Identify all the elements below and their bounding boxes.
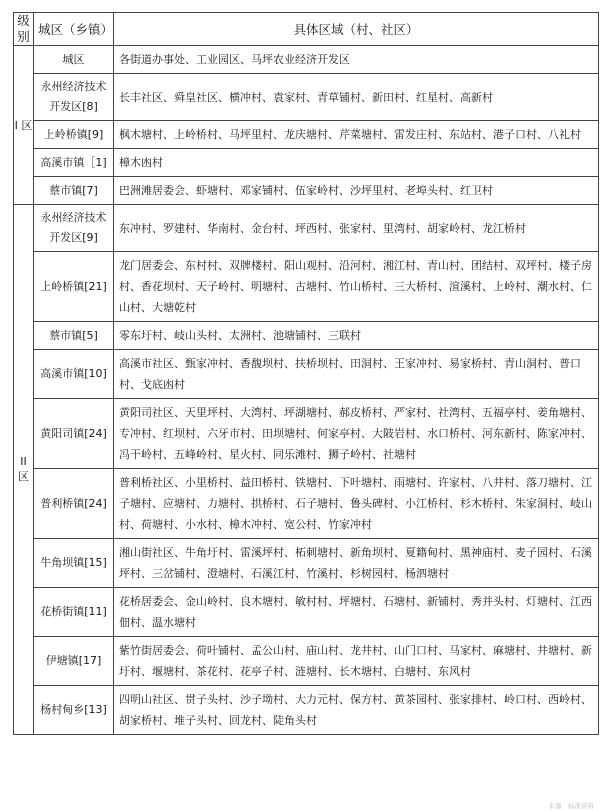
district-cell: 城区 [34,46,114,74]
area-cell: 东冲村、罗建村、华南村、金台村、坪西村、张家村、里湾村、胡家岭村、龙江桥村 [114,205,599,252]
table-header-row [14,13,599,46]
land-zone-table [13,12,599,735]
area-cell: 龙门居委会、东村村、双牌楼村、阳山观村、沿河村、湘江村、青山村、团结村、双坪村、楼子房村、香花坝村、天子岭村、明塘村、古塘村、竹山桥村、三大桥村、渲溪村、上岭村、潮水村、仁山村、大塘乾村 [114,252,599,322]
table-row [14,588,599,637]
district-cell: 牛角坝镇[15] [34,539,114,588]
area-cell: 黄阳司社区、天里坪村、大湾村、坪湖塘村、郝皮桥村、严家村、社湾村、五福亭村、姜角塘村、专冲村、红坝村、六牙市村、田坝塘村、何家亭村、大陂岩村、水口桥村、河东新村、陈家冲村、冯干岭村、五峰岭村、星火村、同乐滩村、狮子岭村、社塘村 [114,399,599,469]
header-district: 城区（乡镇） [34,13,114,46]
table-row [14,177,599,205]
table-row [14,469,599,539]
table-row [14,399,599,469]
table-body [14,46,599,735]
area-cell: 各街道办事处、工业园区、马坪农业经济开发区 [114,46,599,74]
table-row [14,205,599,252]
district-cell: 伊塘镇[17] [34,637,114,686]
watermark: 来源：标准资料 [548,802,594,810]
zone-level-cell: I 区 [14,46,34,205]
district-cell: 杨村甸乡[13] [34,686,114,735]
area-cell: 长丰社区、舜皇社区、横冲村、袁家村、青草铺村、新田村、红星村、高新村 [114,74,599,121]
district-cell: 上岭桥镇[21] [34,252,114,322]
district-cell: 花桥街镇[11] [34,588,114,637]
table-row [14,686,599,735]
area-cell: 湘山街社区、牛角圩村、雷溪坪村、柘刺塘村、新角坝村、夏籍甸村、黑神庙村、麦子园村、石溪坪村、三岔铺村、澄塘村、石溪江村、竹溪村、杉树园村、杨泗塘村 [114,539,599,588]
district-cell: 高溪市镇[10] [34,350,114,399]
district-cell: 永州经济技术开发区[9] [34,205,114,252]
table-row [14,46,599,74]
table-row [14,149,599,177]
district-cell: 普利桥镇[24] [34,469,114,539]
table-row [14,74,599,121]
table-row [14,252,599,322]
area-cell: 零东圩村、岐山头村、太洲村、池塘铺村、三联村 [114,322,599,350]
area-cell: 樟木凼村 [114,149,599,177]
district-cell: 蔡市镇[5] [34,322,114,350]
district-cell: 蔡市镇[7] [34,177,114,205]
district-cell: 永州经济技术开发区[8] [34,74,114,121]
area-cell: 枫木塘村、上岭桥村、马坪里村、龙庆塘村、芹菜塘村、雷发庄村、东站村、港子口村、八礼村 [114,121,599,149]
district-cell: 上岭桥镇[9] [34,121,114,149]
table-row [14,322,599,350]
table-row [14,637,599,686]
zone-level-cell: II 区 [14,205,34,735]
district-cell: 黄阳司镇[24] [34,399,114,469]
area-cell: 花桥居委会、金山岭村、良木塘村、敏村村、坪塘村、石塘村、新铺村、秀并头村、灯塘村、江西佃村、温水塘村 [114,588,599,637]
area-cell: 巴洲滩居委会、虾塘村、邓家铺村、伍家岭村、沙坪里村、老埠头村、红卫村 [114,177,599,205]
area-cell: 紫竹街居委会、荷叶铺村、孟公山村、庙山村、龙井村、山门口村、马家村、麻塘村、井塘村、新圩村、堰塘村、茶花村、花亭子村、涟塘村、长木塘村、白塘村、东风村 [114,637,599,686]
header-area: 具体区域（村、社区） [114,13,599,46]
area-cell: 四明山社区、贯子头村、沙子坳村、大力元村、保方村、黄茶园村、张家排村、岭口村、西岭村、胡家桥村、堆子头村、回龙村、陡角头村 [114,686,599,735]
table-row [14,121,599,149]
table-row [14,539,599,588]
district-cell: 高溪市镇［1] [34,149,114,177]
area-cell: 高溪市社区、甄家冲村、香馥坝村、扶桥坝村、田洞村、王家冲村、易家桥村、青山洞村、普口村、戈底凼村 [114,350,599,399]
header-level: 级别 [14,13,34,46]
area-cell: 普利桥社区、小里桥村、益田桥村、铁塘村、下叶塘村、雨塘村、许家村、八井村、落刀塘村、江子塘村、应塘村、力塘村、拱桥村、石子塘村、鲁头碑村、小江桥村、杉木桥村、朱家洞村、岐山村、荷塘村、小水村、樟木冲村、宽公村、竹家冲村 [114,469,599,539]
table-row [14,350,599,399]
